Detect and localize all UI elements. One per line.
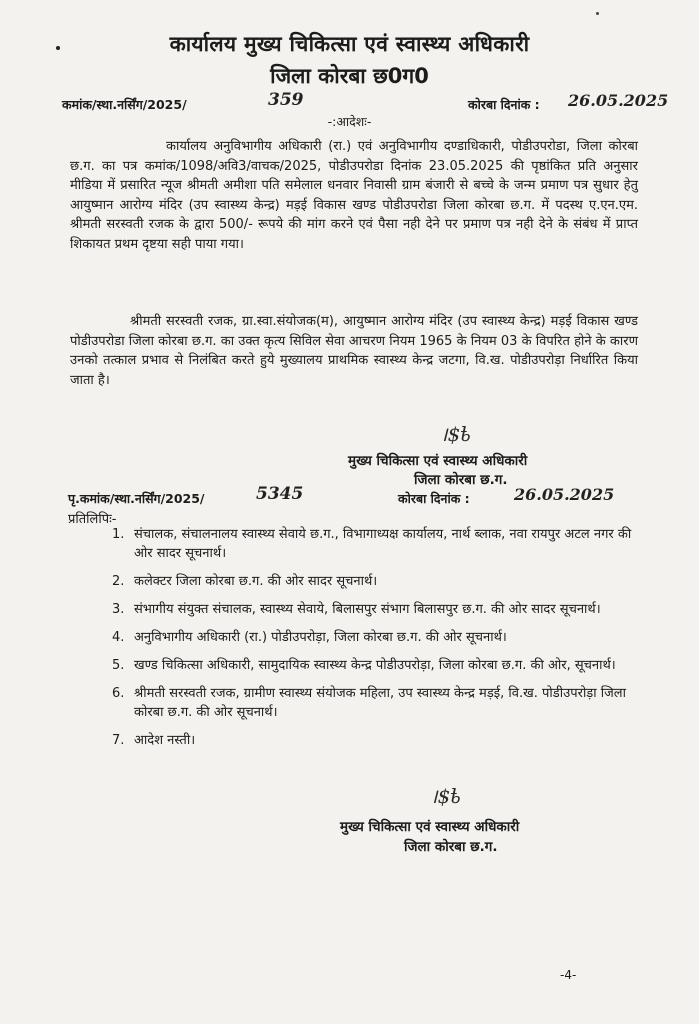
- list-item-text: खण्ड चिकित्सा अधिकारी, सामुदायिक स्वास्थ्य केन्द्र पोडीउपरोड़ा, जिला कोरबा छ.ग. की ओर, सूचनार्थ।: [134, 658, 616, 673]
- order-paragraph-1: कार्यालय अनुविभागीय अधिकारी (रा.) एवं अनुविभागीय दण्डाधिकारी, पोडीउपरोडा, जिला कोरबा छ.ग. का पत्र कमांक/1098/अवि3/वाचक/2025, पोडीउपरोडा दिनांक 23.05.2025 की पृष्ठांकित प्रति अनुसार मीडिया में प्रसारित न्यूज श्रीमती अमीशा पति समेलाल धनवार निवासी ग्राम बंजारी से बच्चे के जन्म प्रमाण पत्र सुधार हेतु आयुष्मान आरोग्य मंदिर (उप स्वास्थ्य केन्द्र) मड़ई विकास खण्ड पोडीउपरोडा जिला कोरबा छ.ग. में पदस्थ ए.एन.एम. श्रीमती सरस्वती रजक के द्वारा 500/- रूपये की मांग करने एवं पैसा नही देने पर प्रमाण पत्र नही देने के संबंध में प्राप्त शिकायत प्रथम दृष्टया सही पाया गया।: [70, 139, 638, 252]
- signature-district: जिला कोरबा छ.ग.: [414, 472, 508, 488]
- list-item-text: संभागीय संयुक्त संचालक, स्वास्थ्य सेवाये, बिलासपुर संभाग बिलासपुर छ.ग. की ओर सादर सूचनार्थ।: [134, 602, 601, 617]
- page-number: -4-: [560, 968, 577, 982]
- list-item-number: 5.: [112, 658, 125, 673]
- list-item: [112, 684, 632, 722]
- list-item-text: संचालक, संचालनालय स्वास्थ्य सेवाये छ.ग., विभागाध्यक्ष कार्यालय, नार्थ ब्लाक, नवा रायपुर अटल नगर की ओर सादर सूचनार्थ।: [134, 527, 632, 561]
- list-item-text: कलेक्टर जिला कोरबा छ.ग. की ओर सादर सूचनार्थ।: [134, 574, 378, 589]
- list-item-text: अनुविभागीय अधिकारी (रा.) पोडीउपरोड़ा, जिला कोरबा छ.ग. की ओर सूचनार्थ।: [134, 630, 507, 645]
- list-item: [112, 731, 632, 750]
- list-item-number: 1.: [112, 527, 125, 542]
- signature-district: जिला कोरबा छ.ग.: [404, 839, 498, 855]
- office-title: कार्यालय मुख्य चिकित्सा एवं स्वास्थ्य अधिकारी: [169, 32, 530, 56]
- order-title: -:आदेशः-: [327, 114, 372, 129]
- order-date-label: कोरबा दिनांक :: [468, 97, 540, 112]
- list-item-text: श्रीमती सरस्वती रजक, ग्रामीण स्वास्थ्य संयोजक महिला, उप स्वास्थ्य केन्द्र मड़ई, वि.ख. पोडीउपरोड़ा जिला कोरबा छ.ग. की ओर सूचनार्थ।: [134, 686, 626, 720]
- list-item-number: 4.: [112, 630, 125, 645]
- signature-scribble: ।$ҍ: [440, 422, 472, 446]
- endorsement-ref-label: पृ.कमांक/स्था.नर्सिंग/2025/: [68, 491, 205, 506]
- speck-mark: [596, 12, 599, 15]
- endorsement-ref-number: 5345: [256, 484, 304, 504]
- endorsement-date-value: 26.05.2025: [514, 485, 615, 504]
- list-item: [112, 572, 632, 591]
- copy-to-label: प्रतिलिपिः-: [68, 512, 117, 527]
- order-ref-label: कमांक/स्था.नर्सिंग/2025/: [62, 97, 187, 112]
- list-item: [112, 628, 632, 647]
- list-item-text: आदेश नस्ती।: [134, 733, 196, 748]
- order-ref-number: 359: [268, 90, 304, 110]
- list-item: [112, 600, 632, 619]
- copy-list: [112, 525, 632, 759]
- order-paragraph-2: श्रीमती सरस्वती रजक, ग्रा.स्वा.संयोजक(म), आयुष्मान आरोग्य मंदिर (उप स्वास्थ्य केन्द्र) मड़ई विकास खण्ड पोडीउपरोडा जिला कोरबा छ.ग. का उक्त कृत्य सिविल सेवा आचरण नियम 1965 के नियम 03 के विपरित होने के कारण उनको तत्काल प्रभाव से निलंबित करते हुये मुख्यालय प्राथमिक स्वास्थ्य केन्द्र जटगा, वि.ख. पोडीउपरोड़ा निर्धारित किया जाता है।: [70, 314, 638, 388]
- signature-title: मुख्य चिकित्सा एवं स्वास्थ्य अधिकारी: [348, 453, 528, 469]
- signature-title: मुख्य चिकित्सा एवं स्वास्थ्य अधिकारी: [340, 819, 520, 835]
- endorsement-date-label: कोरबा दिनांक :: [398, 491, 470, 506]
- list-item-number: 7.: [112, 733, 125, 748]
- order-date-value: 26.05.2025: [568, 91, 669, 110]
- district-line: जिला कोरबा छ0ग0: [270, 64, 429, 88]
- signature-scribble: ।$ҍ: [430, 784, 462, 808]
- list-item-number: 3.: [112, 602, 125, 617]
- list-item-number: 2.: [112, 574, 125, 589]
- list-item: [112, 656, 632, 675]
- list-item: [112, 525, 632, 563]
- list-item-number: 6.: [112, 686, 125, 701]
